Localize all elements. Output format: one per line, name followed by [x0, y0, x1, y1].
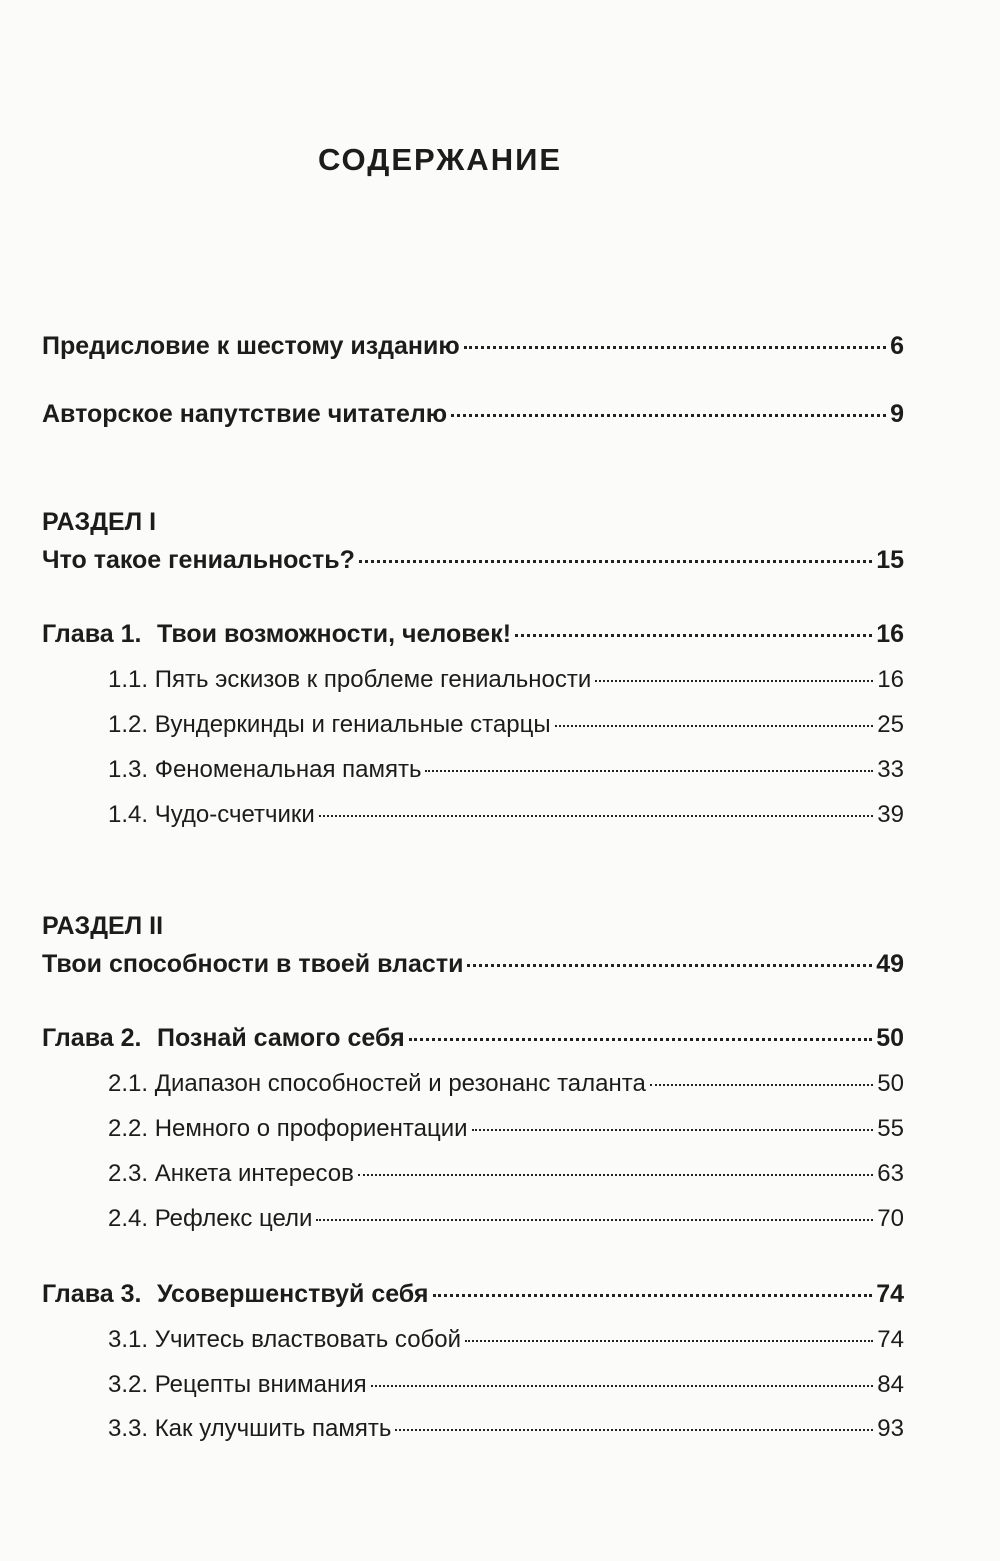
toc-entry-page: 16 [877, 666, 904, 693]
toc-entry-label: Усовершенствуй себя [157, 1280, 429, 1308]
toc-entry-page: 25 [877, 711, 904, 738]
toc-entry-label: 1.1. Пять эскизов к проблеме гениальности [108, 666, 592, 693]
toc-entry-2-4[interactable] [108, 1205, 904, 1233]
toc-entry-3-3[interactable] [108, 1415, 904, 1443]
toc-entry-label: 2.2. Немного о профориентации [108, 1115, 468, 1142]
toc-entry-page: 15 [876, 546, 904, 574]
toc-entry-preface[interactable] [42, 332, 904, 361]
toc-entry-1-3[interactable] [108, 756, 904, 784]
toc-entry-page: 16 [876, 620, 904, 648]
toc-entry-label: 2.1. Диапазон способностей и резонанс таланта [108, 1070, 646, 1097]
dot-leader [650, 1084, 873, 1086]
dot-leader [433, 1294, 873, 1297]
toc-entry-label: Твои способности в твоей власти [42, 950, 464, 978]
dot-leader [515, 634, 872, 637]
page-title: СОДЕРЖАНИЕ [317, 142, 563, 177]
toc-entry-label: 1.3. Феноменальная память [108, 756, 422, 783]
toc-entry-3-2[interactable] [108, 1371, 904, 1399]
chapter-number: Глава 1. [42, 620, 142, 648]
toc-entry-chapter-2[interactable] [42, 1024, 904, 1053]
toc-entry-page: 55 [877, 1115, 904, 1142]
toc-entry-page: 6 [890, 332, 904, 360]
dot-leader [319, 815, 873, 817]
dot-leader [595, 680, 873, 682]
toc-entry-page: 50 [876, 1024, 904, 1052]
toc-entry-label: Твои возможности, человек! [157, 620, 512, 648]
chapter-number: Глава 3. [42, 1280, 142, 1308]
toc-entry-label: Что такое гениальность? [42, 546, 355, 574]
toc-entry-page: 84 [877, 1371, 904, 1398]
section-heading-2: РАЗДЕЛ II [42, 912, 164, 940]
dot-leader [395, 1429, 873, 1431]
toc-entry-2-2[interactable] [108, 1115, 904, 1143]
toc-entry-label: 3.3. Как улучшить память [108, 1415, 392, 1442]
dot-leader [464, 346, 886, 349]
dot-leader [425, 770, 873, 772]
toc-entry-label: 2.4. Рефлекс цели [108, 1205, 313, 1232]
toc-entry-page: 63 [877, 1160, 904, 1187]
toc-entry-chapter-3[interactable] [42, 1280, 904, 1309]
dot-leader [451, 414, 886, 417]
toc-entry-author-note[interactable] [42, 400, 904, 429]
toc-entry-page: 9 [890, 400, 904, 428]
dot-leader [316, 1219, 873, 1221]
dot-leader [371, 1385, 874, 1387]
toc-entry-label: 3.1. Учитесь властвовать собой [108, 1326, 462, 1353]
toc-entry-page: 74 [876, 1280, 904, 1308]
toc-entry-page: 50 [877, 1070, 904, 1097]
toc-entry-2-1[interactable] [108, 1070, 904, 1098]
toc-entry-page: 39 [877, 801, 904, 828]
toc-entry-2-3[interactable] [108, 1160, 904, 1188]
toc-entry-page: 93 [877, 1415, 904, 1442]
chapter-number: Глава 2. [42, 1024, 142, 1052]
toc-entry-1-2[interactable] [108, 711, 904, 739]
toc-entry-1-1[interactable] [108, 666, 904, 694]
toc-entry-label: Предисловие к шестому изданию [42, 332, 460, 360]
toc-entry-page: 49 [876, 950, 904, 978]
toc-entry-label: Авторское напутствие читателю [42, 400, 448, 428]
toc-entry-3-1[interactable] [108, 1326, 904, 1354]
section-heading-1: РАЗДЕЛ I [42, 508, 157, 536]
toc-entry-label: 3.2. Рецепты внимания [108, 1371, 367, 1398]
toc-entry-1-4[interactable] [108, 801, 904, 829]
dot-leader [465, 1340, 873, 1342]
toc-entry-page: 33 [877, 756, 904, 783]
dot-leader [409, 1038, 873, 1041]
toc-entry-page: 70 [877, 1205, 904, 1232]
toc-entry-label: Познай самого себя [157, 1024, 405, 1052]
dot-leader [472, 1129, 874, 1131]
toc-entry-label: 2.3. Анкета интересов [108, 1160, 354, 1187]
toc-entry-page: 74 [877, 1326, 904, 1353]
toc-entry-section-1[interactable] [42, 546, 904, 575]
toc-entry-label: 1.2. Вундеркинды и гениальные старцы [108, 711, 551, 738]
dot-leader [358, 1174, 873, 1176]
toc-entry-section-2[interactable] [42, 950, 904, 979]
dot-leader [555, 725, 874, 727]
dot-leader [467, 964, 872, 967]
dot-leader [359, 560, 872, 563]
toc-entry-label: 1.4. Чудо-счетчики [108, 801, 315, 828]
toc-entry-chapter-1[interactable] [42, 620, 904, 649]
